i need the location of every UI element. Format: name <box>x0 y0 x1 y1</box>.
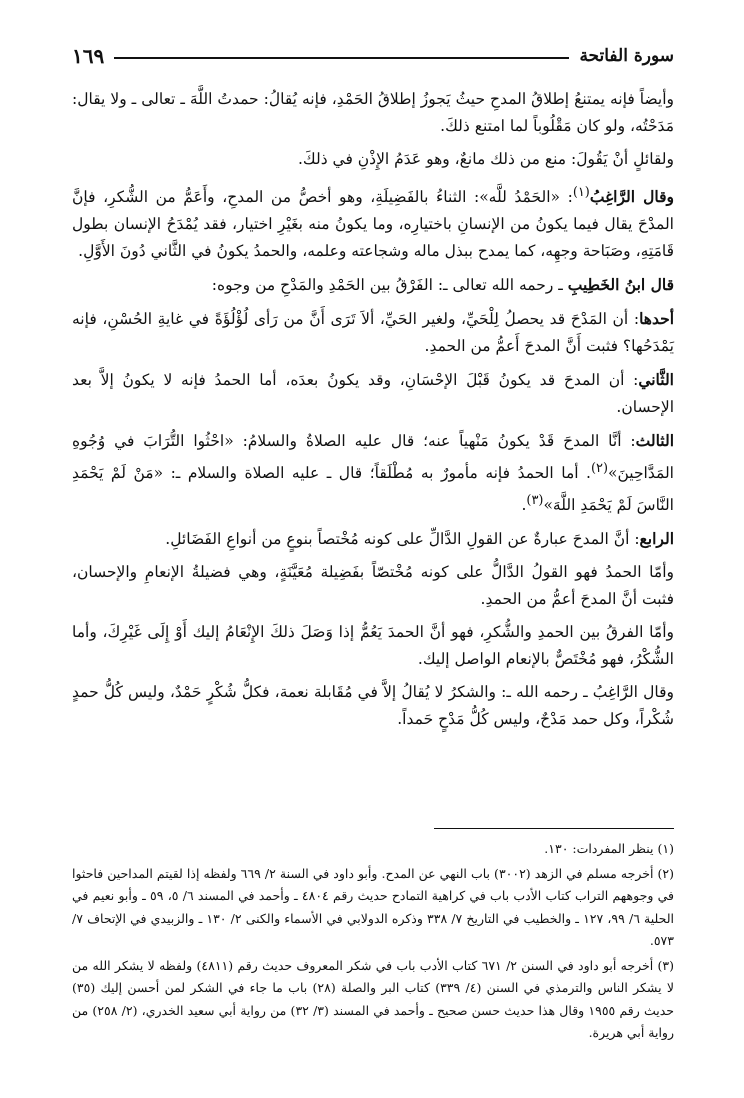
paragraph-label: الثالث <box>635 431 674 451</box>
paragraph <box>72 271 674 299</box>
paragraph: وأيضاً فإنه يمتنعُ إطلاقُ المدحِ حيثُ يَجوزُ إطلاقُ الحَمْدِ، فإنه يُقالُ: حمدتُ اللَّهَ ـ تعالى ـ ولا يقال: مَدَحْتُه، ولو كان مَقْلُوباً لما امتنع ذلكَ. <box>72 90 674 135</box>
page-number: ١٦٩ <box>72 44 105 68</box>
footnote: (٢) أخرجه مسلم في الزهد (٣٠٠٢) باب النهي عن المدح. وأبو داود في السنة ٢/ ٦٦٩ ولفظه إذا لقيتم المداحين فاحثوا في وجوههم التراب كتاب الأدب باب في كراهية التمادح حديث رقم ٤٨٠٤ ـ وأحمد في المسند ٦/ ٥، ٥٩ ـ وأبو نعيم في الحلية ٦/ ٩٩، ١٢٧ ـ والخطيب في التاريخ ٧/ ٣٣٨ وذكره الدولابي في الأسماء والكنى ٢/ ١٣٠ ـ والزبيدي في الإتحاف ٧/ ٥٧٣. <box>72 865 675 948</box>
footnote-divider <box>434 828 674 829</box>
footnote-ref: (٢) <box>590 461 609 477</box>
paragraph-label: وقال الرَّاغِبُ <box>589 187 674 207</box>
surah-title: سورة الفاتحة <box>579 46 674 66</box>
footnotes <box>72 838 674 1047</box>
footnote: (٣) أخرجه أبو داود في السنن ٢/ ٦٧١ كتاب الأدب باب في شكر المعروف حديث رقم (٤٨١١) ولفظه لا يشكر الله من لا يشكر الناس والترمذي في السنن (٤/ ٣٣٩) كتاب البر والصلة (٢٨) باب ما جاء في الشكر لمن أحسن إليك (٣٥) حديث رقم ١٩٥٥ وقال هذا حديث حسن صحيح ـ وأحمد في المسند (٣/ ٣٢) من رواية أبي سعيد الخدري، (٢/ ٢٥٨) من رواية أبي هريرة. <box>72 957 675 1040</box>
paragraph-label: الرابع <box>639 529 674 549</box>
paragraph-text: : أن المَدْحَ قد يحصلُ لِلْحَيِّ، ولغير الحَيِّ، ألاَ تَرَى أَنَّ من رَأى لُؤْلُؤَةً في غايةِ الحُسْنِ، فإنه يَمْدَحُها؟ فثبت أَنَّ المدحَ أَعمُّ من الحمدِ. <box>72 310 674 356</box>
paragraph-text: . أما الحمدُ فإنه مأمورٌ به مُطْلَقاً؛ قال ـ عليه الصلاة والسلام ـ: «مَنْ لَمْ يَحْمَدِ النَّاسَ لَمْ يَحْمَدِ اللَّهَ» <box>72 464 674 515</box>
paragraph-text: : أنَّا المدحَ قَدْ يكونُ مَنْهياً عنه؛ قال عليه الصلاةُ والسلامُ: «احْثُوا التُّرَابَ في وُجُوهِ المَدَّاحِينَ» <box>72 432 674 483</box>
footnote-ref: (١) <box>572 185 590 200</box>
paragraph: وأمّا الحمدُ فهو القولُ الدَّالُّ على كونه مُخْتصّاً بفَضِيلة مُعَيَّنَةٍ، وهي فضيلةُ الإنعامِ والإحسان، فثبت أنَّ المدحَ أعمُّ من الحمدِ. <box>72 563 674 609</box>
paragraph-label: أحدها <box>639 309 674 329</box>
footnote: (١) ينظر المفردات: ١٣٠. <box>544 841 674 856</box>
paragraph <box>72 179 674 265</box>
paragraph: ولقائلٍ أنْ يَقُولَ: منع من ذلك مانعٌ، وهو عَدَمُ الإِذْنِ في ذلكَ. <box>298 150 674 168</box>
paragraph-text: ـ رحمه الله تعالى ـ: الفَرْقُ بين الحَمْدِ والمَدْحِ من وجوه: <box>211 276 568 295</box>
header-rule <box>114 57 569 59</box>
paragraph <box>72 366 674 421</box>
paragraph <box>72 305 674 360</box>
footnote-ref: (٣) <box>526 493 544 509</box>
paragraph-text: : «الحَمْدُ للَّه»: الثناءُ بالفَضِيلَةِ، وهو أخصُّ من المدحِ، وأَعَمُّ من الشُّكرِ، فإنَّ المدْحَ يقال فيما يكونُ من الإنسانِ باختيارِه، وما يكونُ منه بغَيْرِ اختيار، فقد يُمْدَحُ الإنسان بطول قَامَتِهِ، وصَبَاحة وجهِه، كما يمدح ببذل ماله وشجاعته وعلمه، والحمدُ يكونُ في الثَّاني دُونَ الأَوَّلِ. <box>72 188 674 261</box>
paragraph-text: . <box>521 496 527 515</box>
page-header <box>72 44 674 68</box>
paragraph-text: : أن المدحَ قد يكونُ قَبْلَ الإحْسَانِ، وقد يكونُ بعدَه، أما الحمدُ فإنه لا يكونُ إلاَّ بعد الإحسان. <box>72 371 674 417</box>
paragraph-label: قال ابنُ الخَطِيبِ <box>567 275 674 295</box>
paragraph-label: الثَّاني <box>638 370 674 390</box>
main-text <box>72 86 674 739</box>
paragraph-text: : أنَّ المدحَ عبارةٌ عن القولِ الدَّالِّ على كونه مُخْتصاً بنوعٍ من أنواعِ الفَضَائلِ. <box>165 530 640 549</box>
paragraph: وأمّا الفرقُ بين الحمدِ والشُّكرِ، فهو أنَّ الحمدَ يَعُمُّ إذا وَصَلَ ذلكَ الإِنْعَامُ إليك أَوْ إِلَى غَيْرِكَ، وأما الشُّكْرُ، فهو مُخْتَصٌّ بالإنعام الواصل إليك. <box>72 623 674 669</box>
paragraph <box>72 427 674 519</box>
paragraph: وقال الرَّاغِبُ ـ رحمه الله ـ: والشكرُ لا يُقالُ إلاَّ في مُقَابلة نعمة، فكلُّ شُكْرٍ حَمْدٌ، وليس كُلُّ حمدٍ شُكْراً، وكل حمد مَدْحٌ، وليس كُلُّ مَدْحٍ حَمداً. <box>72 683 674 729</box>
paragraph <box>72 525 674 553</box>
